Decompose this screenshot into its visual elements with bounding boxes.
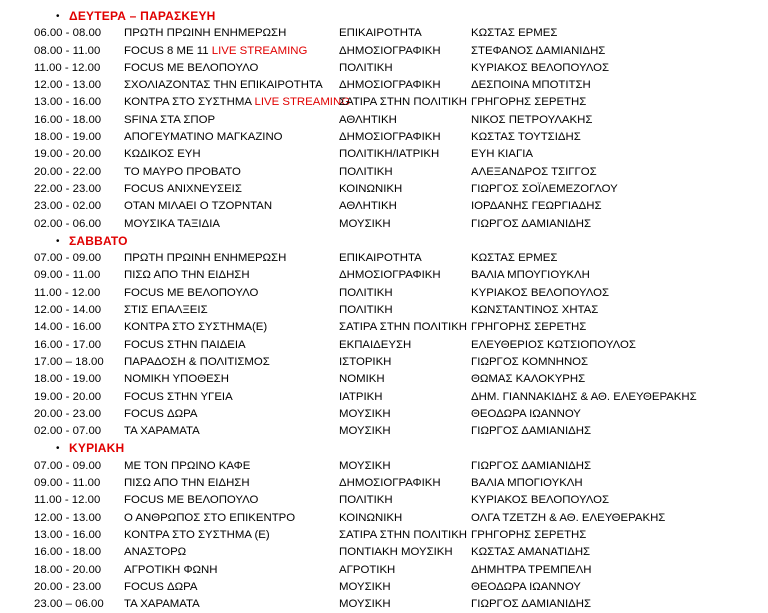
program-title xyxy=(124,337,246,354)
schedule-row xyxy=(0,25,768,42)
time-slot: 11.00 - 12.00 xyxy=(34,61,101,74)
program-title-text: ΟΤΑΝ ΜΙΛΑΕΙ Ο ΤΖΟΡΝΤΑΝ xyxy=(124,200,273,213)
program-title xyxy=(124,181,242,198)
program-title-text: ΑΝΑΣΤΟΡΩ xyxy=(124,546,187,559)
program-title-text: ΣΧΟΛΙΑΖΟΝΤΑΣ ΤΗΝ ΕΠΙΚΑΙΡΟΤΗΤΑ xyxy=(124,79,323,92)
time-slot: 18.00 - 20.00 xyxy=(34,563,102,576)
program-category: ΑΓΡΟΤΙΚΗ xyxy=(339,563,396,576)
schedule-row xyxy=(0,319,768,336)
program-host: ΔΗΜ. ΓΙΑΝΝΑΚΙΔΗΣ & ΑΘ. ΕΛΕΥΘΕΡΑΚΗΣ xyxy=(471,390,697,403)
program-category: ΚΟΙΝΩΝΙΚΗ xyxy=(339,182,403,195)
program-title-text: FOCUS ΜΕ ΒΕΛΟΠΟΥΛΟ xyxy=(124,286,259,299)
time-slot: 09.00 - 11.00 xyxy=(34,477,101,490)
program-host: ΕΛΕΥΘΕΡΙΟΣ ΚΩΤΣΙΟΠΟΥΛΟΣ xyxy=(471,338,636,351)
schedule-row xyxy=(0,475,768,492)
schedule-row xyxy=(0,354,768,371)
live-streaming-label: LIVE STREAMING xyxy=(254,96,351,109)
time-slot: 17.00 – 18.00 xyxy=(34,355,104,368)
program-category: ΙΣΤΟΡΙΚΗ xyxy=(339,355,392,368)
program-title xyxy=(124,43,307,60)
program-category: ΔΗΜΟΣΙΟΓΡΑΦΙΚΗ xyxy=(339,269,441,282)
time-slot: 13.00 - 16.00 xyxy=(34,528,102,541)
program-category: ΔΗΜΟΣΙΟΓΡΑΦΙΚΗ xyxy=(339,79,441,92)
schedule-row xyxy=(0,146,768,163)
program-title xyxy=(124,423,200,440)
program-category: ΔΗΜΟΣΙΟΓΡΑΦΙΚΗ xyxy=(339,44,441,57)
schedule-row xyxy=(0,43,768,60)
program-title-text: ΤΑ ΧΑΡΑΜΑΤΑ xyxy=(124,598,200,611)
day-heading xyxy=(0,8,768,25)
bullet-icon: • xyxy=(56,11,60,22)
time-slot: 02.00 - 06.00 xyxy=(34,217,102,230)
program-host: ΚΩΣΤΑΣ ΤΟΥΤΣΙΔΗΣ xyxy=(471,131,581,144)
schedule-row xyxy=(0,527,768,544)
program-host: ΒΑΛΙΑ ΜΠΟΥΓΙΟΥΚΛΗ xyxy=(471,269,590,282)
program-title xyxy=(124,371,229,388)
program-title-text: ΚΩΔΙΚΟΣ ΕΥΗ xyxy=(124,148,201,161)
program-title-text: ΝΟΜΙΚΗ ΥΠΟΘΕΣΗ xyxy=(124,373,229,386)
schedule-row xyxy=(0,337,768,354)
program-host: ΓΙΩΡΓΟΣ ΣΟΪΛΕΜΕΖΟΓΛΟΥ xyxy=(471,182,618,195)
program-category: ΜΟΥΣΙΚΗ xyxy=(339,459,391,472)
schedule-row xyxy=(0,458,768,475)
program-title-text: ΚΟΝΤΡΑ ΣΤΟ ΣΥΣΤΗΜΑ xyxy=(124,96,255,109)
time-slot: 16.00 - 18.00 xyxy=(34,546,102,559)
time-slot: 16.00 - 18.00 xyxy=(34,113,102,126)
program-title xyxy=(124,198,272,215)
schedule-row xyxy=(0,267,768,284)
time-slot: 19.00 - 20.00 xyxy=(34,390,102,403)
program-title xyxy=(124,94,350,111)
program-title xyxy=(124,146,201,163)
program-title-text: ΜΕ ΤΟΝ ΠΡΩΙΝΟ ΚΑΦΕ xyxy=(124,459,251,472)
program-title-text: ΚΟΝΤΡΑ ΣΤΟ ΣΥΣΤΗΜΑ (Ε) xyxy=(124,528,270,541)
program-host: ΓΙΩΡΓΟΣ ΚΟΜΝΗΝΟΣ xyxy=(471,355,589,368)
program-title-text: FOCUS 8 ΜΕ 11 xyxy=(124,44,212,57)
program-host: ΓΡΗΓΟΡΗΣ ΣΕΡΕΤΗΣ xyxy=(471,528,587,541)
schedule-row xyxy=(0,544,768,561)
time-slot: 16.00 - 17.00 xyxy=(34,338,102,351)
program-category: ΑΘΛΗΤΙΚΗ xyxy=(339,200,397,213)
program-title-text: ΑΓΡΟΤΙΚΗ ΦΩΝΗ xyxy=(124,563,218,576)
time-slot: 20.00 - 23.00 xyxy=(34,580,102,593)
program-title xyxy=(124,510,295,527)
schedule-row xyxy=(0,164,768,181)
time-slot: 18.00 - 19.00 xyxy=(34,373,102,386)
program-host: ΓΙΩΡΓΟΣ ΔΑΜΙΑΝΙΔΗΣ xyxy=(471,217,591,230)
time-slot: 18.00 - 19.00 xyxy=(34,131,102,144)
schedule-row xyxy=(0,406,768,423)
schedule-row xyxy=(0,285,768,302)
program-title-text: FOCUS ΔΩΡΑ xyxy=(124,407,198,420)
time-slot: 08.00 - 11.00 xyxy=(34,44,101,57)
schedule-row xyxy=(0,198,768,215)
bullet-icon: • xyxy=(56,443,60,455)
program-title xyxy=(124,129,283,146)
day-heading xyxy=(0,233,768,250)
time-slot: 11.00 - 12.00 xyxy=(34,286,101,299)
program-host: ΘΩΜΑΣ ΚΑΛΟΚΥΡΗΣ xyxy=(471,373,586,386)
time-slot: 20.00 - 23.00 xyxy=(34,407,102,420)
program-category: ΜΟΥΣΙΚΗ xyxy=(339,580,391,593)
time-slot: 12.00 - 13.00 xyxy=(34,79,102,92)
day-title: ΔΕΥΤΕΡΑ – ΠΑΡΑΣΚΕΥΗ xyxy=(69,9,216,23)
program-category: ΠΟΝΤΙΑΚΗ ΜΟΥΣΙΚΗ xyxy=(339,546,453,559)
program-host: ΔΗΜΗΤΡΑ ΤΡΕΜΠΕΛΗ xyxy=(471,563,592,576)
program-title xyxy=(124,458,250,475)
program-host: ΙΟΡΔΑΝΗΣ ΓΕΩΡΓΙΑΔΗΣ xyxy=(471,200,602,213)
program-category: ΑΘΛΗΤΙΚΗ xyxy=(339,113,397,126)
program-host: ΓΙΩΡΓΟΣ ΔΑΜΙΑΝΙΔΗΣ xyxy=(471,425,591,438)
program-title xyxy=(124,319,267,336)
time-slot: 14.00 - 16.00 xyxy=(34,321,102,334)
schedule-row xyxy=(0,60,768,77)
program-title xyxy=(124,389,233,406)
program-category: ΜΟΥΣΙΚΗ xyxy=(339,425,391,438)
program-title-text: ΤΑ ΧΑΡΑΜΑΤΑ xyxy=(124,425,200,438)
program-title xyxy=(124,406,198,423)
schedule-row xyxy=(0,302,768,319)
time-slot: 22.00 - 23.00 xyxy=(34,182,102,195)
program-title xyxy=(124,77,323,94)
program-title-text: ΣΤΙΣ ΕΠΑΛΞΕΙΣ xyxy=(124,304,208,317)
program-title-text: Ο ΑΝΘΡΩΠΟΣ ΣΤΟ ΕΠΙΚΕΝΤΡΟ xyxy=(124,511,296,524)
schedule-row xyxy=(0,596,768,613)
schedule-row xyxy=(0,77,768,94)
program-category: ΣΑΤΙΡΑ ΣΤΗΝ ΠΟΛΙΤΙΚΗ xyxy=(339,321,468,334)
program-category: ΠΟΛΙΤΙΚΗ xyxy=(339,61,393,74)
program-title-text: FOCUS ΣΤΗΝ ΠΑΙΔΕΙΑ xyxy=(124,338,246,351)
program-host: ΒΑΛΙΑ ΜΠΟΓΙΟΥΚΛΗ xyxy=(471,477,583,490)
program-category: ΚΟΙΝΩΝΙΚΗ xyxy=(339,511,403,524)
day-heading xyxy=(0,440,768,457)
program-category: ΔΗΜΟΣΙΟΓΡΑΦΙΚΗ xyxy=(339,131,441,144)
program-host: ΘΕΟΔΩΡΑ ΙΩΑΝΝΟΥ xyxy=(471,580,581,593)
schedule-row xyxy=(0,510,768,527)
program-host: ΚΩΝΣΤΑΝΤΙΝΟΣ ΧΗΤΑΣ xyxy=(471,304,599,317)
day-title: ΣΑΒΒΑΤΟ xyxy=(69,233,128,248)
program-title xyxy=(124,164,241,181)
program-host: ΑΛΕΞΑΝΔΡΟΣ ΤΣΙΓΓΟΣ xyxy=(471,165,597,178)
program-category: ΜΟΥΣΙΚΗ xyxy=(339,598,391,611)
program-category: ΝΟΜΙΚΗ xyxy=(339,373,385,386)
time-slot: 23.00 – 06.00 xyxy=(34,598,104,611)
program-category: ΜΟΥΣΙΚΗ xyxy=(339,407,391,420)
program-category: ΔΗΜΟΣΙΟΓΡΑΦΙΚΗ xyxy=(339,477,441,490)
time-slot: 12.00 - 14.00 xyxy=(34,304,102,317)
time-slot: 12.00 - 13.00 xyxy=(34,511,102,524)
time-slot: 23.00 - 02.00 xyxy=(34,200,102,213)
time-slot: 11.00 - 12.00 xyxy=(34,494,101,507)
time-slot: 02.00 - 07.00 xyxy=(34,425,102,438)
program-host: ΘΕΟΔΩΡΑ ΙΩΑΝΝΟΥ xyxy=(471,407,581,420)
schedule-row xyxy=(0,112,768,129)
program-title-text: FOCUS ΜΕ ΒΕΛΟΠΟΥΛΟ xyxy=(124,61,259,74)
schedule-row xyxy=(0,492,768,509)
program-host: ΚΩΣΤΑΣ ΑΜΑΝΑΤΙΔΗΣ xyxy=(471,546,591,559)
program-title xyxy=(124,354,270,371)
schedule-row xyxy=(0,181,768,198)
program-title-text: ΠΙΣΩ ΑΠΟ ΤΗΝ ΕΙΔΗΣΗ xyxy=(124,269,250,282)
program-title xyxy=(124,112,215,129)
program-host: ΚΥΡΙΑΚΟΣ ΒΕΛΟΠΟΥΛΟΣ xyxy=(471,61,610,74)
day-title: ΚΥΡΙΑΚΗ xyxy=(69,441,125,456)
program-category: ΙΑΤΡΙΚΗ xyxy=(339,390,383,403)
schedule-row xyxy=(0,562,768,579)
bullet-icon: • xyxy=(56,235,60,247)
program-title-text: ΚΟΝΤΡΑ ΣΤΟ ΣΥΣΤΗΜΑ(Ε) xyxy=(124,321,268,334)
program-title xyxy=(124,250,286,267)
program-category: ΣΑΤΙΡΑ ΣΤΗΝ ΠΟΛΙΤΙΚΗ xyxy=(339,528,468,541)
program-category: ΠΟΛΙΤΙΚΗ/ΙΑΤΡΙΚΗ xyxy=(339,148,440,161)
program-title-text: ΤΟ ΜΑΥΡΟ ΠΡΟΒΑΤΟ xyxy=(124,165,241,178)
program-category: ΕΠΙΚΑΙΡΟΤΗΤΑ xyxy=(339,27,422,40)
program-title xyxy=(124,216,220,233)
program-schedule xyxy=(0,8,768,613)
time-slot: 20.00 - 22.00 xyxy=(34,165,102,178)
time-slot: 07.00 - 09.00 xyxy=(34,252,102,265)
program-category: ΠΟΛΙΤΙΚΗ xyxy=(339,286,393,299)
program-host: ΓΡΗΓΟΡΗΣ ΣΕΡΕΤΗΣ xyxy=(471,96,587,109)
program-category: ΕΠΙΚΑΙΡΟΤΗΤΑ xyxy=(339,252,422,265)
program-title xyxy=(124,475,250,492)
program-host: ΓΙΩΡΓΟΣ ΔΑΜΙΑΝΙΔΗΣ xyxy=(471,459,591,472)
schedule-row xyxy=(0,423,768,440)
program-host: ΓΙΩΡΓΟΣ ΔΑΜΙΑΝΙΔΗΣ xyxy=(471,598,591,611)
program-title-text: SFINA ΣΤΑ ΣΠΟΡ xyxy=(124,113,216,126)
program-host: ΝΙΚΟΣ ΠΕΤΡΟΥΛΑΚΗΣ xyxy=(471,113,593,126)
program-title xyxy=(124,596,200,613)
time-slot: 07.00 - 09.00 xyxy=(34,459,102,472)
program-title-text: ΠΡΩΤΗ ΠΡΩΙΝΗ ΕΝΗΜΕΡΩΣΗ xyxy=(124,252,287,265)
schedule-row xyxy=(0,389,768,406)
schedule-row xyxy=(0,250,768,267)
schedule-row xyxy=(0,216,768,233)
program-host: ΣΤΕΦΑΝΟΣ ΔΑΜΙΑΝΙΔΗΣ xyxy=(471,44,606,57)
program-title-text: FOCUS ΜΕ ΒΕΛΟΠΟΥΛΟ xyxy=(124,494,259,507)
program-category: ΕΚΠΑΙΔΕΥΣΗ xyxy=(339,338,412,351)
schedule-row xyxy=(0,94,768,111)
schedule-row xyxy=(0,129,768,146)
program-category: ΣΑΤΙΡΑ ΣΤΗΝ ΠΟΛΙΤΙΚΗ xyxy=(339,96,468,109)
program-title-text: ΠΑΡΑΔΟΣΗ & ΠΟΛΙΤΙΣΜΟΣ xyxy=(124,355,270,368)
program-title-text: FOCUS ΔΩΡΑ xyxy=(124,580,198,593)
schedule-row xyxy=(0,579,768,596)
program-title xyxy=(124,527,270,544)
program-title xyxy=(124,562,218,579)
program-title xyxy=(124,267,250,284)
program-title-text: ΑΠΟΓΕΥΜΑΤΙΝΟ ΜΑΓΚΑΖΙΝΟ xyxy=(124,131,283,144)
program-title xyxy=(124,544,186,561)
program-title xyxy=(124,25,286,42)
program-title xyxy=(124,285,258,302)
program-category: ΠΟΛΙΤΙΚΗ xyxy=(339,304,393,317)
program-title xyxy=(124,492,258,509)
time-slot: 06.00 - 08.00 xyxy=(34,27,102,40)
time-slot: 13.00 - 16.00 xyxy=(34,96,102,109)
program-title xyxy=(124,302,208,319)
program-title-text: ΠΡΩΤΗ ΠΡΩΙΝΗ ΕΝΗΜΕΡΩΣΗ xyxy=(124,27,287,40)
program-title-text: FOCUS ΣΤΗΝ ΥΓΕΙΑ xyxy=(124,390,233,403)
program-host: ΚΩΣΤΑΣ ΕΡΜΕΣ xyxy=(471,252,558,265)
time-slot: 09.00 - 11.00 xyxy=(34,269,101,282)
live-streaming-label: LIVE STREAMING xyxy=(211,44,308,57)
program-host: ΓΡΗΓΟΡΗΣ ΣΕΡΕΤΗΣ xyxy=(471,321,587,334)
program-host: ΕΥΗ ΚΙΑΓΙΑ xyxy=(471,148,533,161)
program-host: ΟΛΓΑ ΤΖΕΤΖΗ & ΑΘ. ΕΛΕΥΘΕΡΑΚΗΣ xyxy=(471,511,666,524)
program-category: ΠΟΛΙΤΙΚΗ xyxy=(339,165,393,178)
program-category: ΜΟΥΣΙΚΗ xyxy=(339,217,391,230)
program-title-text: FOCUS ΑΝΙΧΝΕΥΣΕΙΣ xyxy=(124,182,242,195)
program-title xyxy=(124,579,198,596)
program-host: ΚΥΡΙΑΚΟΣ ΒΕΛΟΠΟΥΛΟΣ xyxy=(471,286,610,299)
program-host: ΔΕΣΠΟΙΝΑ ΜΠΟΤΙΤΣΗ xyxy=(471,79,591,92)
program-host: ΚΩΣΤΑΣ ΕΡΜΕΣ xyxy=(471,27,558,40)
schedule-row xyxy=(0,371,768,388)
program-title-text: ΜΟΥΣΙΚΑ ΤΑΞΙΔΙΑ xyxy=(124,217,220,230)
program-title xyxy=(124,60,258,77)
program-title-text: ΠΙΣΩ ΑΠΟ ΤΗΝ ΕΙΔΗΣΗ xyxy=(124,477,250,490)
time-slot: 19.00 - 20.00 xyxy=(34,148,102,161)
program-category: ΠΟΛΙΤΙΚΗ xyxy=(339,494,393,507)
program-host: ΚΥΡΙΑΚΟΣ ΒΕΛΟΠΟΥΛΟΣ xyxy=(471,494,610,507)
